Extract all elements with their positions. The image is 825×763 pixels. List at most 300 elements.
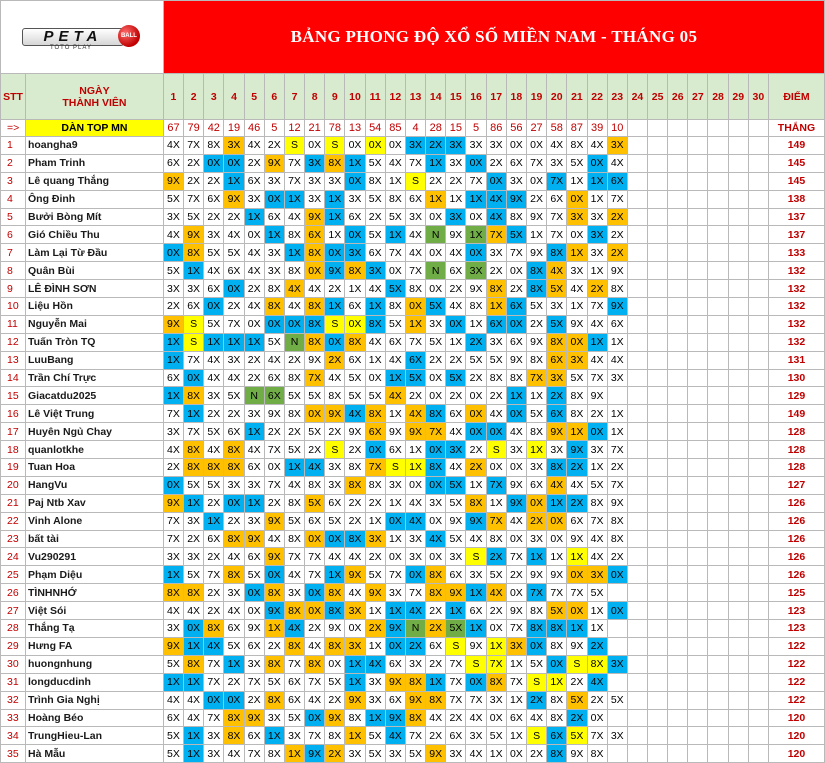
- day-result: 6X: [486, 315, 506, 333]
- day-result: 2X: [426, 137, 446, 155]
- day-result: 8X: [224, 441, 244, 459]
- day-result: 2X: [587, 691, 607, 709]
- day-result: 5X: [184, 566, 204, 584]
- day-result: [748, 709, 768, 727]
- day-result: 8X: [184, 244, 204, 262]
- member-name: Nguyễn Mai: [25, 315, 163, 333]
- day-result: 1X: [365, 637, 385, 655]
- row-stt: 23: [1, 530, 26, 548]
- day-result: 4X: [426, 709, 446, 727]
- day-result: [708, 512, 728, 530]
- day-result: 9X: [506, 190, 526, 208]
- member-name: hoangha9: [25, 137, 163, 155]
- day-result: 1X: [466, 190, 486, 208]
- day-result: 1X: [264, 620, 284, 638]
- day-result: [708, 333, 728, 351]
- day-result: 3X: [305, 190, 325, 208]
- day-result: 2X: [567, 494, 587, 512]
- day-result: [607, 745, 627, 763]
- day-result: 8X: [547, 745, 567, 763]
- day-result: 5X: [547, 280, 567, 298]
- day-result: [668, 244, 688, 262]
- day-result: [668, 548, 688, 566]
- day-result: 5X: [385, 208, 405, 226]
- day-result: 8X: [345, 530, 365, 548]
- day-result: [708, 441, 728, 459]
- day-result: 8X: [305, 476, 325, 494]
- day-result: 7X: [385, 244, 405, 262]
- day-result: 2X: [426, 172, 446, 190]
- row-score: 120: [768, 709, 824, 727]
- day-result: 0X: [405, 476, 425, 494]
- day-result: 2X: [486, 602, 506, 620]
- member-name: Lê Việt Trung: [25, 405, 163, 423]
- day-result: 2X: [305, 620, 325, 638]
- day-result: 6X: [163, 369, 183, 387]
- day-result: S: [526, 727, 546, 745]
- top-value: [627, 120, 647, 137]
- day-result: 3X: [204, 387, 224, 405]
- day-result: 7X: [264, 476, 284, 494]
- table-row: [1, 315, 825, 333]
- day-result: [748, 459, 768, 477]
- day-result: 1X: [325, 208, 345, 226]
- day-result: [708, 172, 728, 190]
- day-result: [627, 441, 647, 459]
- day-result: [648, 423, 668, 441]
- day-result: 3X: [587, 566, 607, 584]
- day-result: 7X: [305, 566, 325, 584]
- day-result: 5X: [264, 673, 284, 691]
- header-thanh-vien: THÀNH VIÊN: [62, 96, 127, 109]
- day-result: 0X: [426, 441, 446, 459]
- day-result: 1X: [405, 315, 425, 333]
- day-result: 4X: [325, 369, 345, 387]
- day-result: [607, 637, 627, 655]
- day-result: 1X: [325, 190, 345, 208]
- member-name: Việt Sói: [25, 602, 163, 620]
- row-score: 133: [768, 244, 824, 262]
- day-result: 3X: [587, 441, 607, 459]
- day-result: [627, 512, 647, 530]
- day-result: 5X: [284, 709, 304, 727]
- day-result: [728, 691, 748, 709]
- day-result: 0X: [446, 315, 466, 333]
- header-ngay-thanh-vien: [25, 74, 163, 120]
- day-result: 7X: [305, 548, 325, 566]
- day-result: [688, 262, 708, 280]
- table-row: [1, 351, 825, 369]
- day-result: 1X: [163, 351, 183, 369]
- row-score: 127: [768, 476, 824, 494]
- member-name: bất tài: [25, 530, 163, 548]
- day-result: 2X: [244, 369, 264, 387]
- day-result: 1X: [547, 673, 567, 691]
- row-stt: 4: [1, 190, 26, 208]
- day-result: 2X: [224, 298, 244, 316]
- day-result: 8X: [325, 387, 345, 405]
- header-day-6: 6: [264, 74, 284, 120]
- top-value: 86: [486, 120, 506, 137]
- day-result: [708, 709, 728, 727]
- day-result: 8X: [385, 298, 405, 316]
- day-result: 6X: [264, 369, 284, 387]
- day-result: 1X: [244, 333, 264, 351]
- day-result: [708, 244, 728, 262]
- header-day-30: 30: [748, 74, 768, 120]
- day-result: [607, 709, 627, 727]
- row-score: 122: [768, 655, 824, 673]
- day-result: 5X: [244, 566, 264, 584]
- day-result: [648, 637, 668, 655]
- day-result: 9X: [446, 584, 466, 602]
- day-result: [728, 548, 748, 566]
- day-result: 4X: [284, 298, 304, 316]
- day-result: 2X: [567, 459, 587, 477]
- day-result: 7X: [587, 512, 607, 530]
- day-result: 8X: [184, 459, 204, 477]
- day-result: 8X: [264, 691, 284, 709]
- row-stt: 32: [1, 691, 26, 709]
- day-result: 3X: [163, 548, 183, 566]
- row-stt: 20: [1, 476, 26, 494]
- day-result: 7X: [587, 727, 607, 745]
- day-result: 7X: [547, 172, 567, 190]
- top-label: DÀN TOP MN: [25, 120, 163, 137]
- row-score: 126: [768, 494, 824, 512]
- row-score: 137: [768, 208, 824, 226]
- top-value: 10: [607, 120, 627, 137]
- day-result: 9X: [244, 530, 264, 548]
- day-result: [627, 315, 647, 333]
- day-result: [668, 584, 688, 602]
- day-result: 2X: [325, 280, 345, 298]
- day-result: 0X: [325, 244, 345, 262]
- day-result: 1X: [325, 566, 345, 584]
- member-name: Huyên Ngủ Chay: [25, 423, 163, 441]
- day-result: 7X: [405, 727, 425, 745]
- day-result: 4X: [587, 351, 607, 369]
- day-result: 9X: [506, 494, 526, 512]
- day-result: 6X: [547, 351, 567, 369]
- day-result: 8X: [405, 280, 425, 298]
- day-result: 2X: [325, 691, 345, 709]
- day-result: 8X: [325, 727, 345, 745]
- day-result: 1X: [486, 494, 506, 512]
- day-result: 2X: [244, 154, 264, 172]
- day-result: 2X: [426, 655, 446, 673]
- day-result: 2X: [526, 691, 546, 709]
- top-value: 87: [567, 120, 587, 137]
- day-result: [708, 602, 728, 620]
- day-result: 3X: [345, 190, 365, 208]
- day-result: [708, 691, 728, 709]
- day-result: 7X: [405, 584, 425, 602]
- day-result: [728, 226, 748, 244]
- day-result: 7X: [284, 655, 304, 673]
- row-score: 126: [768, 512, 824, 530]
- day-result: 0X: [244, 315, 264, 333]
- day-result: 3X: [284, 727, 304, 745]
- day-result: 0X: [547, 530, 567, 548]
- day-result: 4X: [405, 602, 425, 620]
- day-result: [748, 369, 768, 387]
- day-result: N: [426, 226, 446, 244]
- header-day-22: 22: [587, 74, 607, 120]
- day-result: [627, 208, 647, 226]
- day-result: 8X: [526, 351, 546, 369]
- day-result: [688, 315, 708, 333]
- row-stt: 7: [1, 244, 26, 262]
- day-result: 6X: [163, 709, 183, 727]
- day-result: [627, 280, 647, 298]
- top-value: [688, 120, 708, 137]
- day-result: 6X: [547, 405, 567, 423]
- day-result: 3X: [446, 154, 466, 172]
- day-result: 7X: [486, 655, 506, 673]
- day-result: 0X: [466, 208, 486, 226]
- day-result: [688, 459, 708, 477]
- day-result: 5X: [163, 190, 183, 208]
- day-result: 1X: [587, 620, 607, 638]
- day-result: [728, 423, 748, 441]
- day-result: 0X: [587, 154, 607, 172]
- day-result: 5X: [547, 315, 567, 333]
- day-result: 8X: [405, 673, 425, 691]
- day-result: 5X: [365, 387, 385, 405]
- day-result: 0X: [365, 369, 385, 387]
- day-result: 1X: [466, 584, 486, 602]
- day-result: [627, 387, 647, 405]
- day-result: 1X: [284, 459, 304, 477]
- day-result: 1X: [567, 298, 587, 316]
- day-result: 8X: [426, 691, 446, 709]
- day-result: 8X: [365, 172, 385, 190]
- day-result: 8X: [224, 459, 244, 477]
- header-stt: STT: [1, 74, 26, 120]
- day-result: 0X: [587, 423, 607, 441]
- member-name: Vinh Alone: [25, 512, 163, 530]
- day-result: [728, 369, 748, 387]
- day-result: [627, 298, 647, 316]
- row-score: 132: [768, 262, 824, 280]
- day-result: 8X: [305, 298, 325, 316]
- day-result: 2X: [264, 494, 284, 512]
- day-result: 8X: [547, 709, 567, 727]
- table-row: [1, 298, 825, 316]
- header-day-4: 4: [224, 74, 244, 120]
- day-result: [708, 494, 728, 512]
- day-result: 1X: [567, 423, 587, 441]
- day-result: 0X: [305, 530, 325, 548]
- day-result: 9X: [325, 262, 345, 280]
- day-result: [668, 441, 688, 459]
- day-result: 9X: [224, 190, 244, 208]
- day-result: 4X: [426, 530, 446, 548]
- member-name: Quân Bùi: [25, 262, 163, 280]
- day-result: 6X: [244, 548, 264, 566]
- day-result: 8X: [264, 280, 284, 298]
- day-result: 6X: [385, 441, 405, 459]
- top-value: 46: [244, 120, 264, 137]
- day-result: 2X: [163, 298, 183, 316]
- day-result: 5X: [345, 369, 365, 387]
- day-result: [648, 369, 668, 387]
- day-result: 8X: [486, 530, 506, 548]
- day-result: 5X: [204, 423, 224, 441]
- day-result: 2X: [163, 459, 183, 477]
- day-result: [748, 244, 768, 262]
- day-result: 0X: [426, 369, 446, 387]
- day-result: 7X: [204, 655, 224, 673]
- day-result: 2X: [204, 405, 224, 423]
- day-result: 7X: [446, 655, 466, 673]
- table-row: [1, 244, 825, 262]
- day-result: 0X: [547, 512, 567, 530]
- day-result: 3X: [365, 262, 385, 280]
- day-result: 4X: [224, 745, 244, 763]
- day-result: 0X: [567, 226, 587, 244]
- day-result: 2X: [184, 530, 204, 548]
- day-result: 9X: [264, 548, 284, 566]
- day-result: [668, 405, 688, 423]
- day-result: [708, 315, 728, 333]
- day-result: 4X: [446, 459, 466, 477]
- day-result: 1X: [204, 512, 224, 530]
- day-result: 9X: [264, 405, 284, 423]
- day-result: [627, 369, 647, 387]
- day-result: [648, 745, 668, 763]
- day-result: 0X: [244, 226, 264, 244]
- day-result: 9X: [466, 637, 486, 655]
- day-result: 6X: [264, 387, 284, 405]
- day-result: 7X: [446, 691, 466, 709]
- header-day-10: 10: [345, 74, 365, 120]
- day-result: [728, 566, 748, 584]
- day-result: 0X: [506, 405, 526, 423]
- day-result: 7X: [526, 369, 546, 387]
- day-result: [627, 530, 647, 548]
- day-result: 7X: [526, 584, 546, 602]
- top-value: 5: [466, 120, 486, 137]
- day-result: [748, 387, 768, 405]
- day-result: 2X: [526, 512, 546, 530]
- day-result: 3X: [587, 244, 607, 262]
- day-result: [748, 280, 768, 298]
- header-day-2: 2: [184, 74, 204, 120]
- day-result: [648, 315, 668, 333]
- day-result: 3X: [446, 441, 466, 459]
- day-result: [688, 172, 708, 190]
- day-result: [748, 226, 768, 244]
- day-result: 3X: [607, 727, 627, 745]
- day-result: 1X: [244, 423, 264, 441]
- day-result: [748, 745, 768, 763]
- table-row: [1, 154, 825, 172]
- day-result: 2X: [547, 387, 567, 405]
- day-result: 7X: [547, 208, 567, 226]
- day-result: S: [184, 315, 204, 333]
- day-result: 9X: [325, 709, 345, 727]
- member-name: TÌNHNHỚ: [25, 584, 163, 602]
- day-result: 8X: [526, 423, 546, 441]
- day-result: 8X: [405, 709, 425, 727]
- day-result: 8X: [163, 584, 183, 602]
- day-result: 1X: [426, 673, 446, 691]
- day-result: [668, 208, 688, 226]
- day-result: [648, 655, 668, 673]
- day-result: [648, 226, 668, 244]
- day-result: 4X: [405, 512, 425, 530]
- member-name: Bưởi Bòng Mít: [25, 208, 163, 226]
- day-result: 5X: [486, 727, 506, 745]
- day-result: [688, 441, 708, 459]
- day-result: 2X: [506, 566, 526, 584]
- day-result: [648, 548, 668, 566]
- day-result: 6X: [567, 512, 587, 530]
- day-result: 6X: [204, 280, 224, 298]
- top-value: 39: [587, 120, 607, 137]
- day-result: [748, 333, 768, 351]
- day-result: 5X: [587, 476, 607, 494]
- day-result: 3X: [264, 262, 284, 280]
- day-result: 0X: [345, 226, 365, 244]
- peta-logo: [20, 22, 144, 52]
- day-result: 0X: [264, 190, 284, 208]
- day-result: 8X: [426, 566, 446, 584]
- day-result: 5X: [305, 423, 325, 441]
- day-result: 4X: [446, 298, 466, 316]
- day-result: 1X: [345, 727, 365, 745]
- day-result: 0X: [587, 709, 607, 727]
- day-result: 0X: [305, 709, 325, 727]
- day-result: [688, 530, 708, 548]
- day-result: 6X: [224, 620, 244, 638]
- day-result: [748, 137, 768, 155]
- day-result: 5X: [567, 154, 587, 172]
- day-result: 1X: [365, 298, 385, 316]
- day-result: 0X: [506, 137, 526, 155]
- day-result: 7X: [405, 333, 425, 351]
- day-result: 4X: [224, 369, 244, 387]
- top-value: 56: [506, 120, 526, 137]
- day-result: 4X: [385, 727, 405, 745]
- table-row: [1, 459, 825, 477]
- day-result: 5X: [486, 351, 506, 369]
- day-result: 8X: [184, 584, 204, 602]
- row-stt: 14: [1, 369, 26, 387]
- day-result: 4X: [405, 226, 425, 244]
- day-result: 2X: [224, 673, 244, 691]
- day-result: 9X: [385, 620, 405, 638]
- day-result: [668, 566, 688, 584]
- day-result: 9X: [446, 512, 466, 530]
- day-result: 2X: [486, 387, 506, 405]
- day-result: 9X: [345, 691, 365, 709]
- day-result: [668, 727, 688, 745]
- day-result: 1X: [345, 154, 365, 172]
- day-result: 3X: [426, 494, 446, 512]
- day-result: 9X: [607, 494, 627, 512]
- day-result: 3X: [244, 405, 264, 423]
- day-result: 6X: [405, 190, 425, 208]
- day-result: 0X: [486, 459, 506, 477]
- day-result: 7X: [204, 566, 224, 584]
- day-result: 0X: [526, 637, 546, 655]
- day-result: S: [567, 655, 587, 673]
- day-result: 1X: [385, 226, 405, 244]
- day-result: 0X: [204, 298, 224, 316]
